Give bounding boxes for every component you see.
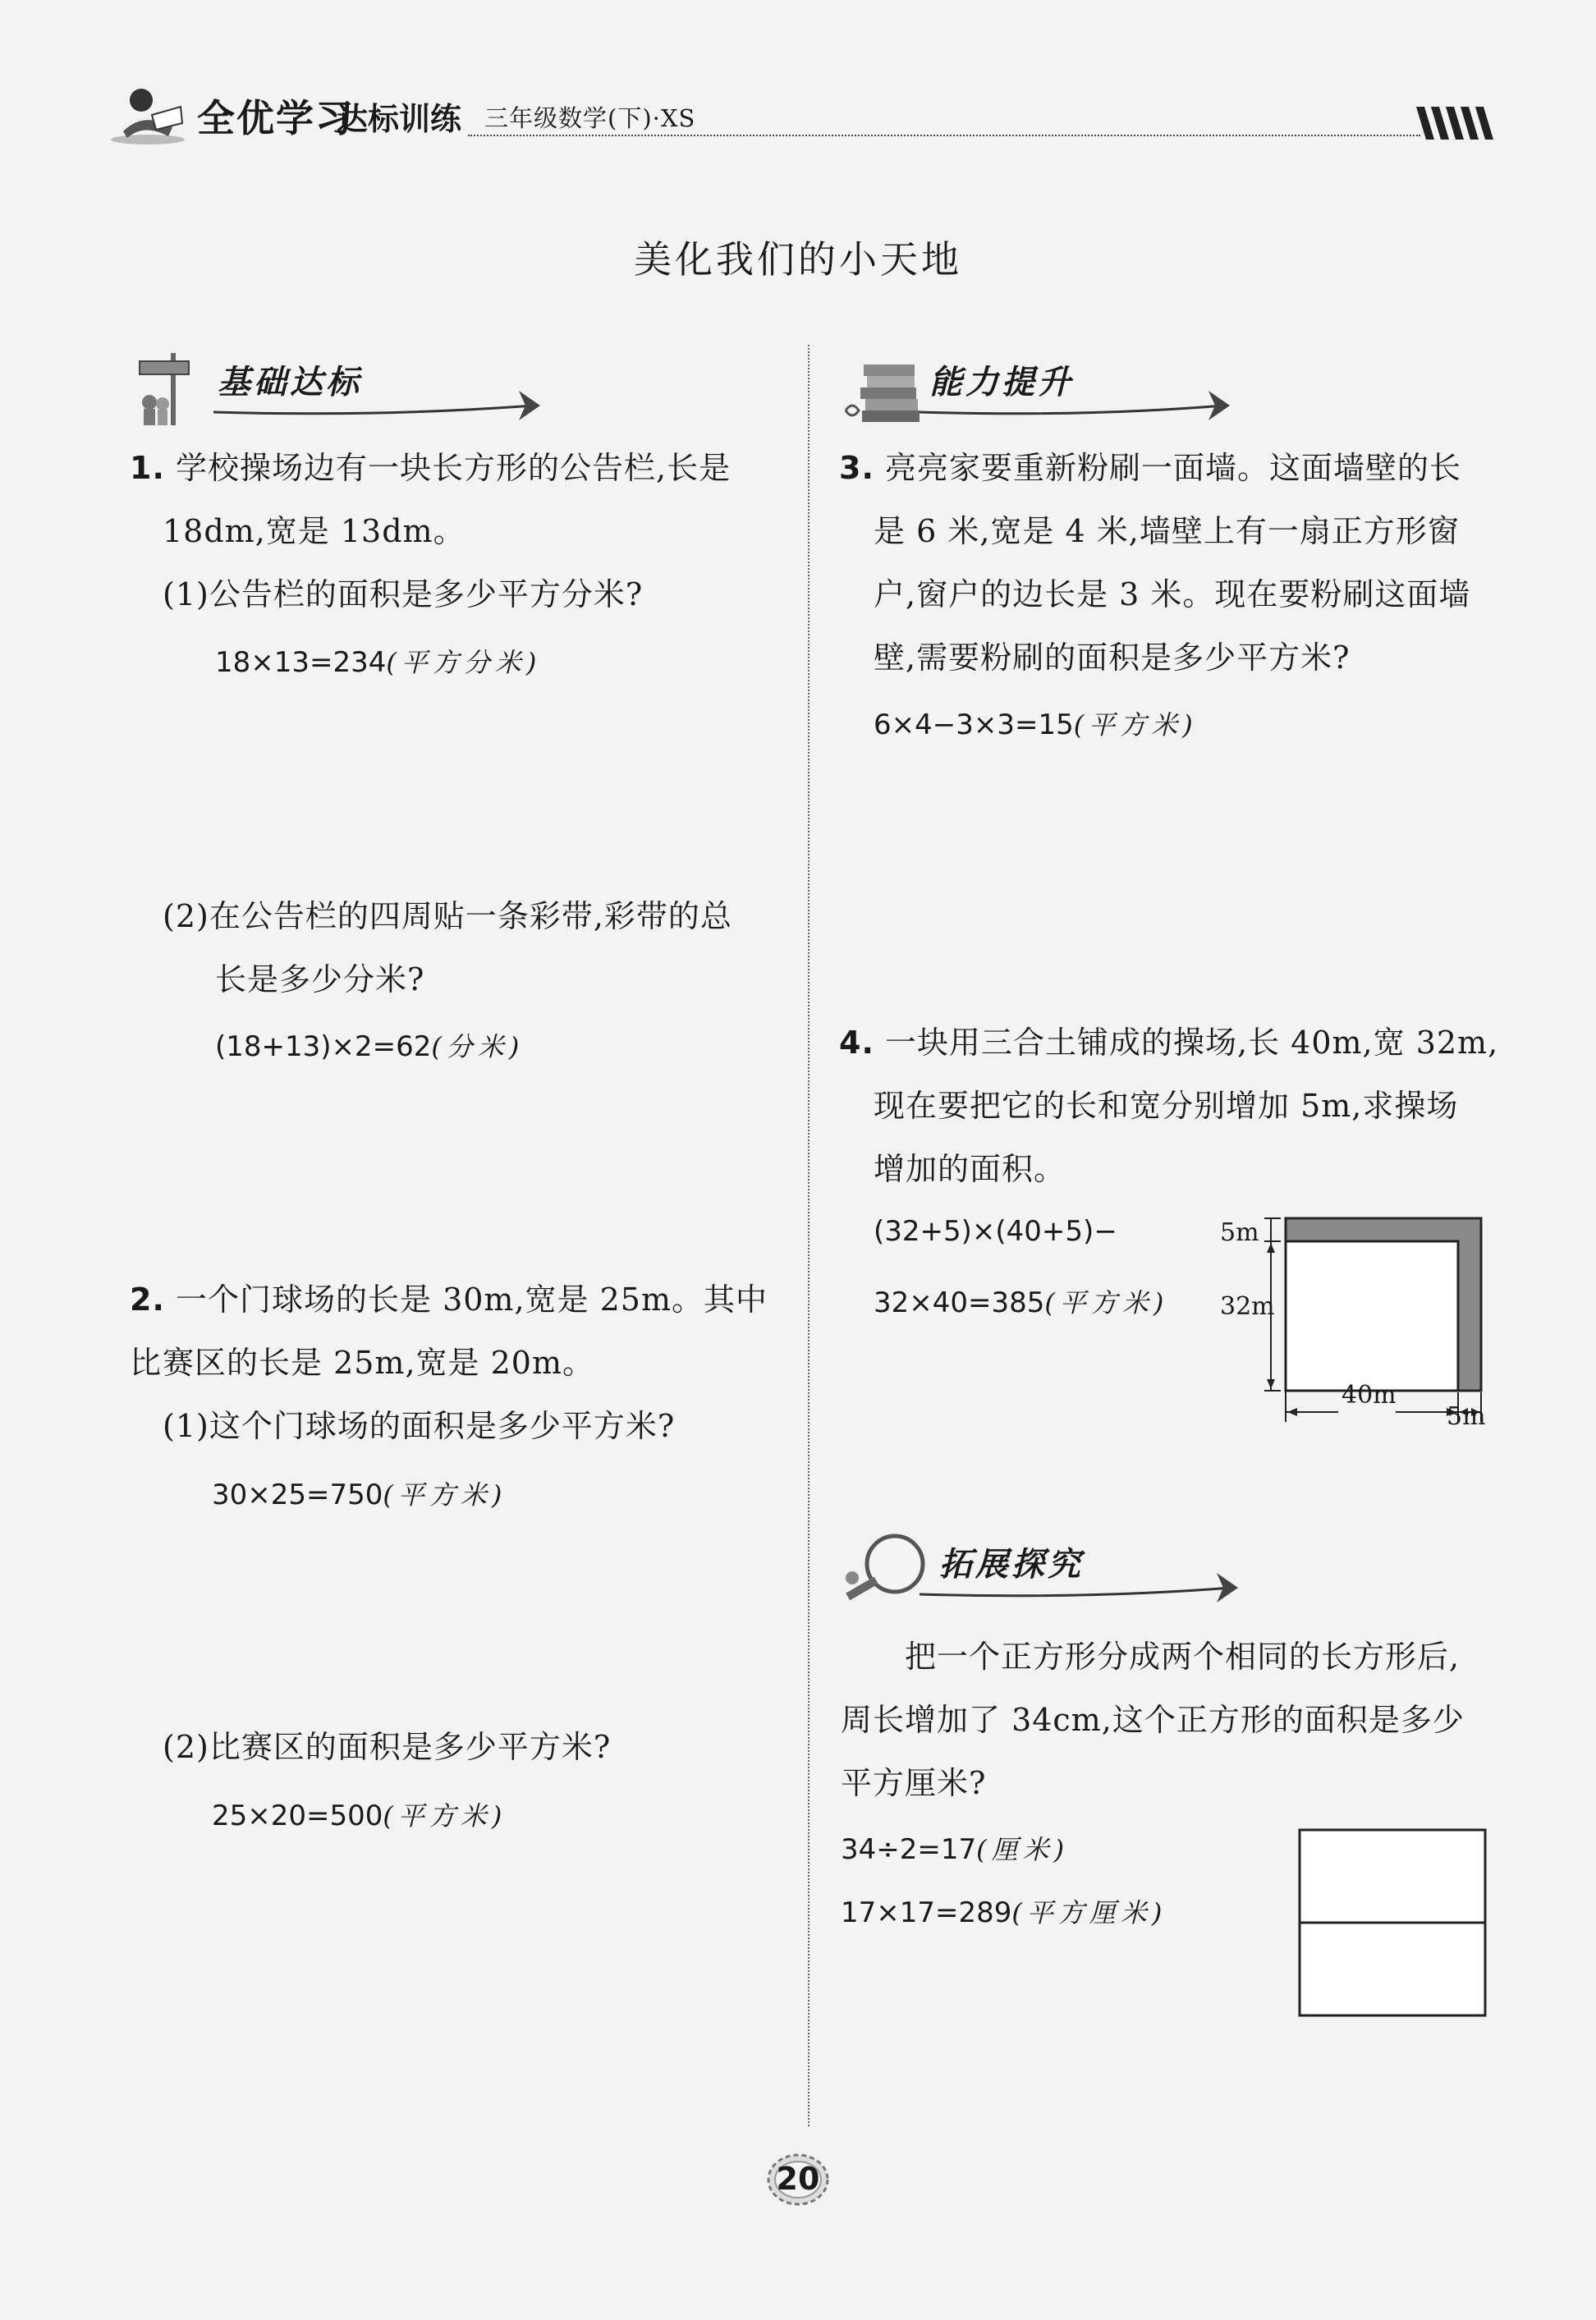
- books-stack-icon: [837, 345, 928, 427]
- q4-answer-unit: (平方米): [1044, 1287, 1169, 1318]
- q1-answer2: [215, 1026, 524, 1064]
- header-dotted-line: [468, 135, 1420, 136]
- q1-line1: 学校操场边有一块长方形的公告栏,长是: [175, 450, 732, 486]
- q3-line3: 户,窗户的边长是 3 米。现在要粉刷这面墙: [874, 576, 1471, 612]
- q3-line4: 壁,需要粉刷的面积是多少平方米?: [874, 640, 1351, 676]
- page-title: 美化我们的小天地: [634, 237, 962, 282]
- q2-line1: 一个门球场的长是 30m,宽是 25m。其中比: [130, 1282, 768, 1381]
- section-extend: [837, 1527, 1281, 1609]
- subject-label: 三年级数学(下)·XS: [484, 104, 696, 132]
- q3-answer-unit: (平方米): [1073, 709, 1198, 740]
- q4-number: 4.: [839, 1025, 874, 1061]
- q5-square-figure: [1297, 1827, 1488, 2018]
- q1-sub1: (1)公告栏的面积是多少平方分米?: [163, 576, 644, 612]
- q5-line3: 平方厘米?: [841, 1765, 987, 1801]
- q5-answer1-unit: (厘米): [976, 1834, 1070, 1865]
- section-basic: [131, 345, 575, 427]
- column-divider: [808, 345, 809, 2126]
- q2-answer1-unit: (平方米): [383, 1479, 507, 1511]
- section-extend-label: 拓展探究: [939, 1546, 1084, 1584]
- q4-label-top: 5m: [1220, 1218, 1259, 1247]
- q1-line2: 18dm,宽是 13dm。: [163, 513, 466, 549]
- q4-line1: 一块用三合土铺成的操场,长 40m,宽 32m,: [884, 1025, 1499, 1061]
- q5-answer2-unit: (平方厘米): [1011, 1897, 1167, 1928]
- q5-line1: 把一个正方形分成两个相同的长方形后,: [905, 1639, 1461, 1675]
- q2-sub2: (2)比赛区的面积是多少平方米?: [163, 1729, 612, 1765]
- q2-answer2-unit: (平方米): [383, 1800, 507, 1832]
- q2-answer2-expr: 25×20=500: [212, 1800, 383, 1832]
- magnifier-icon: [837, 1527, 928, 1609]
- q1-sub2-line1: (2)在公告栏的四周贴一条彩带,彩带的总: [163, 898, 732, 934]
- q3-line2: 是 6 米,宽是 4 米,墙壁上有一扇正方形窗: [874, 513, 1460, 549]
- brand-name: 全优学习: [197, 96, 355, 140]
- q5-answer2: [841, 1892, 1167, 1930]
- q4-label-bottom: 40m: [1341, 1381, 1396, 1410]
- q1-stem: [130, 437, 787, 500]
- q4-label-left: 32m: [1220, 1292, 1275, 1321]
- q1-sub2-line2: 长是多少分米?: [215, 961, 425, 997]
- section-ability: [837, 345, 1281, 427]
- q4-answer-line1: (32+5)×(40+5)−: [874, 1215, 1117, 1248]
- q2-answer1: [212, 1474, 507, 1512]
- page-number: 20: [776, 2161, 820, 2197]
- q3-answer-expr: 6×4−3×3=15: [874, 708, 1074, 741]
- q5-answer1-expr: 34÷2=17: [841, 1833, 977, 1866]
- q1-answer1-unit: (平方分米): [386, 647, 542, 678]
- q1-answer2-unit: (分米): [431, 1031, 525, 1062]
- q4-original-rect: [1286, 1241, 1458, 1391]
- q5-answer1: [841, 1829, 1069, 1867]
- q3-stem: [839, 437, 1512, 500]
- q4-line3: 增加的面积。: [874, 1151, 1066, 1187]
- signpost-icon: [131, 345, 222, 427]
- q4-answer-line2: [874, 1282, 1168, 1320]
- plane-swoosh-icon: [213, 387, 566, 420]
- series-name: 达标训练: [337, 101, 462, 137]
- q3-number: 3.: [839, 450, 874, 486]
- q4-line2: 现在要把它的长和宽分别增加 5m,求操场: [874, 1088, 1459, 1124]
- section-ability-label: 能力提升: [929, 364, 1074, 401]
- q3-line1: 亮亮家要重新粉刷一面墙。这面墙壁的长: [884, 450, 1461, 486]
- q1-number: 1.: [130, 450, 165, 486]
- plane-swoosh-icon: [920, 387, 1273, 420]
- q1-answer2-expr: (18+13)×2=62: [215, 1030, 432, 1063]
- q5-answer2-expr: 17×17=289: [841, 1896, 1012, 1929]
- q1-answer1: [215, 642, 541, 680]
- q1-answer1-expr: 18×13=234: [215, 646, 387, 679]
- q2-number: 2.: [130, 1282, 165, 1318]
- plane-swoosh-icon: [920, 1570, 1273, 1602]
- q5-line2: 周长增加了 34cm,这个正方形的面积是多少: [841, 1702, 1465, 1738]
- q2-answer2: [212, 1795, 507, 1833]
- q4-stem: [839, 1011, 1512, 1075]
- header-stripes-decoration: [1416, 107, 1494, 140]
- q2-line2: 赛区的长是 25m,宽是 20m。: [163, 1345, 595, 1381]
- reading-kid-icon: [107, 82, 189, 148]
- page-header: [107, 82, 1494, 148]
- section-basic-label: 基础达标: [218, 364, 362, 401]
- q4-answer-expr: 32×40=385: [874, 1286, 1045, 1319]
- q2-sub1: (1)这个门球场的面积是多少平方米?: [163, 1408, 676, 1444]
- q3-answer: [874, 704, 1198, 742]
- q4-label-right: 5m: [1447, 1402, 1486, 1431]
- q2-answer1-expr: 30×25=750: [212, 1479, 383, 1511]
